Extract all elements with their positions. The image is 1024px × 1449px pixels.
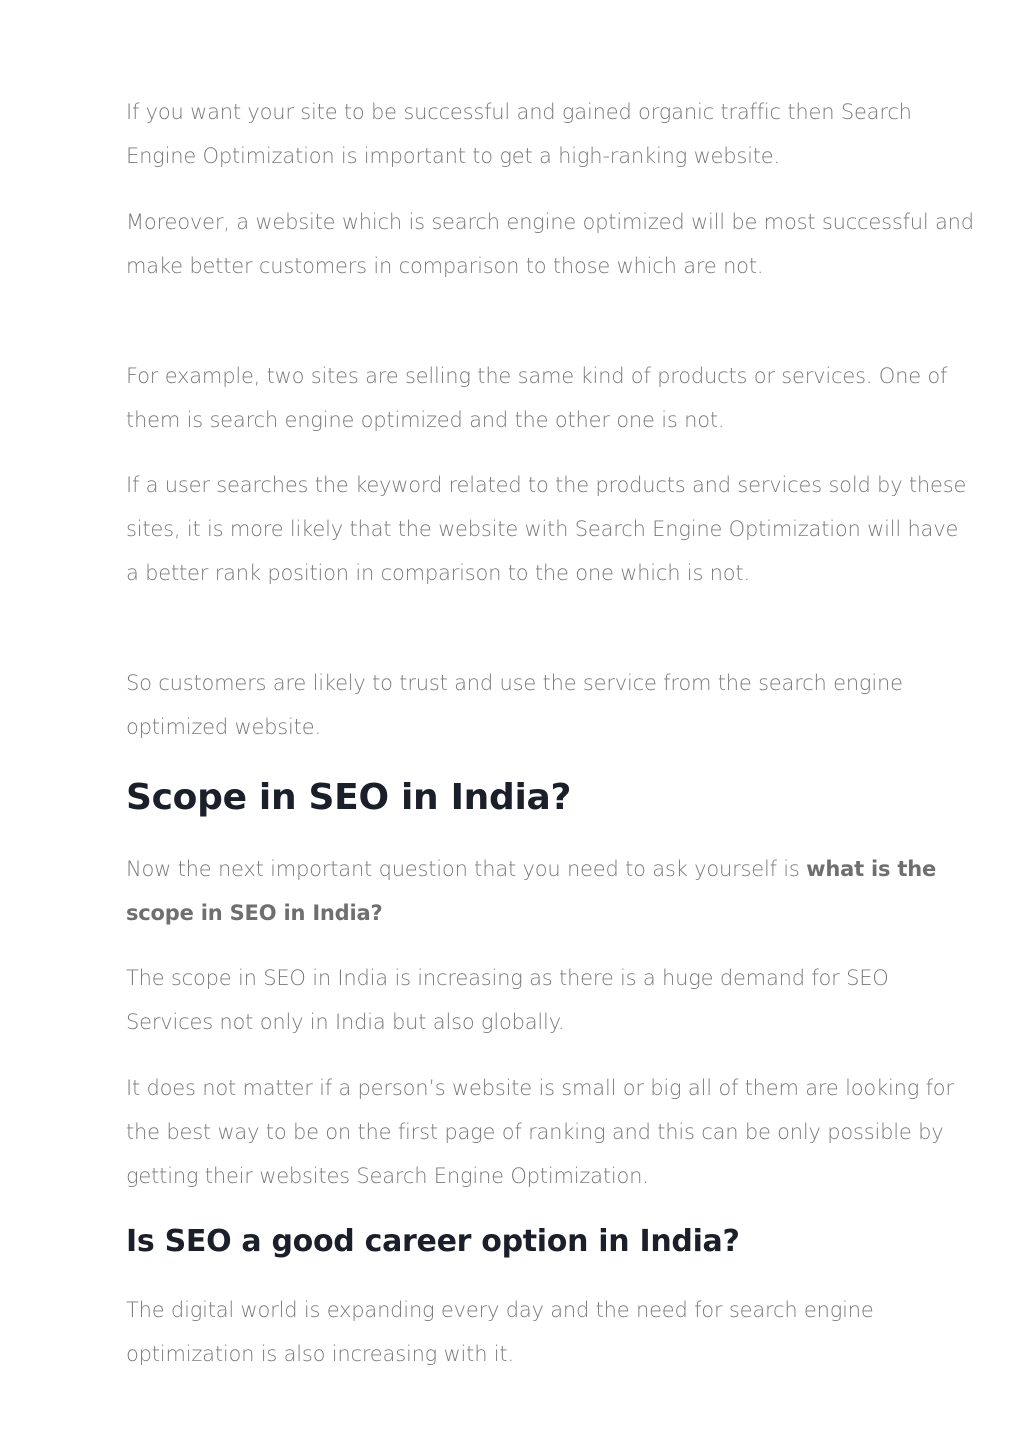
paragraph-user-search: If a user searches the keyword related to the products and services sold by these sites, it is more likely that the website with Search Engine Optimization will have a better rank position in comparison to the one which is not. — [126, 473, 967, 585]
paragraph-digital-world: The digital world is expanding every day and the need for search engine optimization is also increasing with it. — [126, 1298, 874, 1366]
heading-seo-career-option: Is SEO a good career option in India? — [126, 1224, 740, 1259]
paragraph-website-size: It does not matter if a person’s website is small or big all of them are looking for the best way to be on the first page of ranking and this can be only possible by getting their websites Search Engine Optimization. — [126, 1076, 954, 1188]
heading-scope-seo-india: Scope in SEO in India? — [126, 777, 572, 818]
paragraph-scope-question-bold: what is the scope in SEO in India? — [126, 857, 937, 925]
paragraph-intro: If you want your site to be successful and gained organic traffic then Search Engine Optimization is important to get a high-ranking website. — [126, 100, 912, 168]
paragraph-scope-question — [126, 847, 976, 935]
paragraph-optimized-success: Moreover, a website which is search engine optimized will be most successful and make better customers in comparison to those which are not. — [126, 210, 974, 278]
paragraph-scope-question-lead: Now the next important question that you need to ask yourself is — [126, 857, 807, 881]
paragraph-scope-increasing: The scope in SEO in India is increasing as there is a huge demand for SEO Services not only in India but also globally. — [126, 966, 889, 1034]
paragraph-example: For example, two sites are selling the same kind of products or services. One of them is search engine optimized and the other one is not. — [126, 364, 948, 432]
paragraph-customer-trust: So customers are likely to trust and use the service from the search engine optimized website. — [126, 671, 903, 739]
